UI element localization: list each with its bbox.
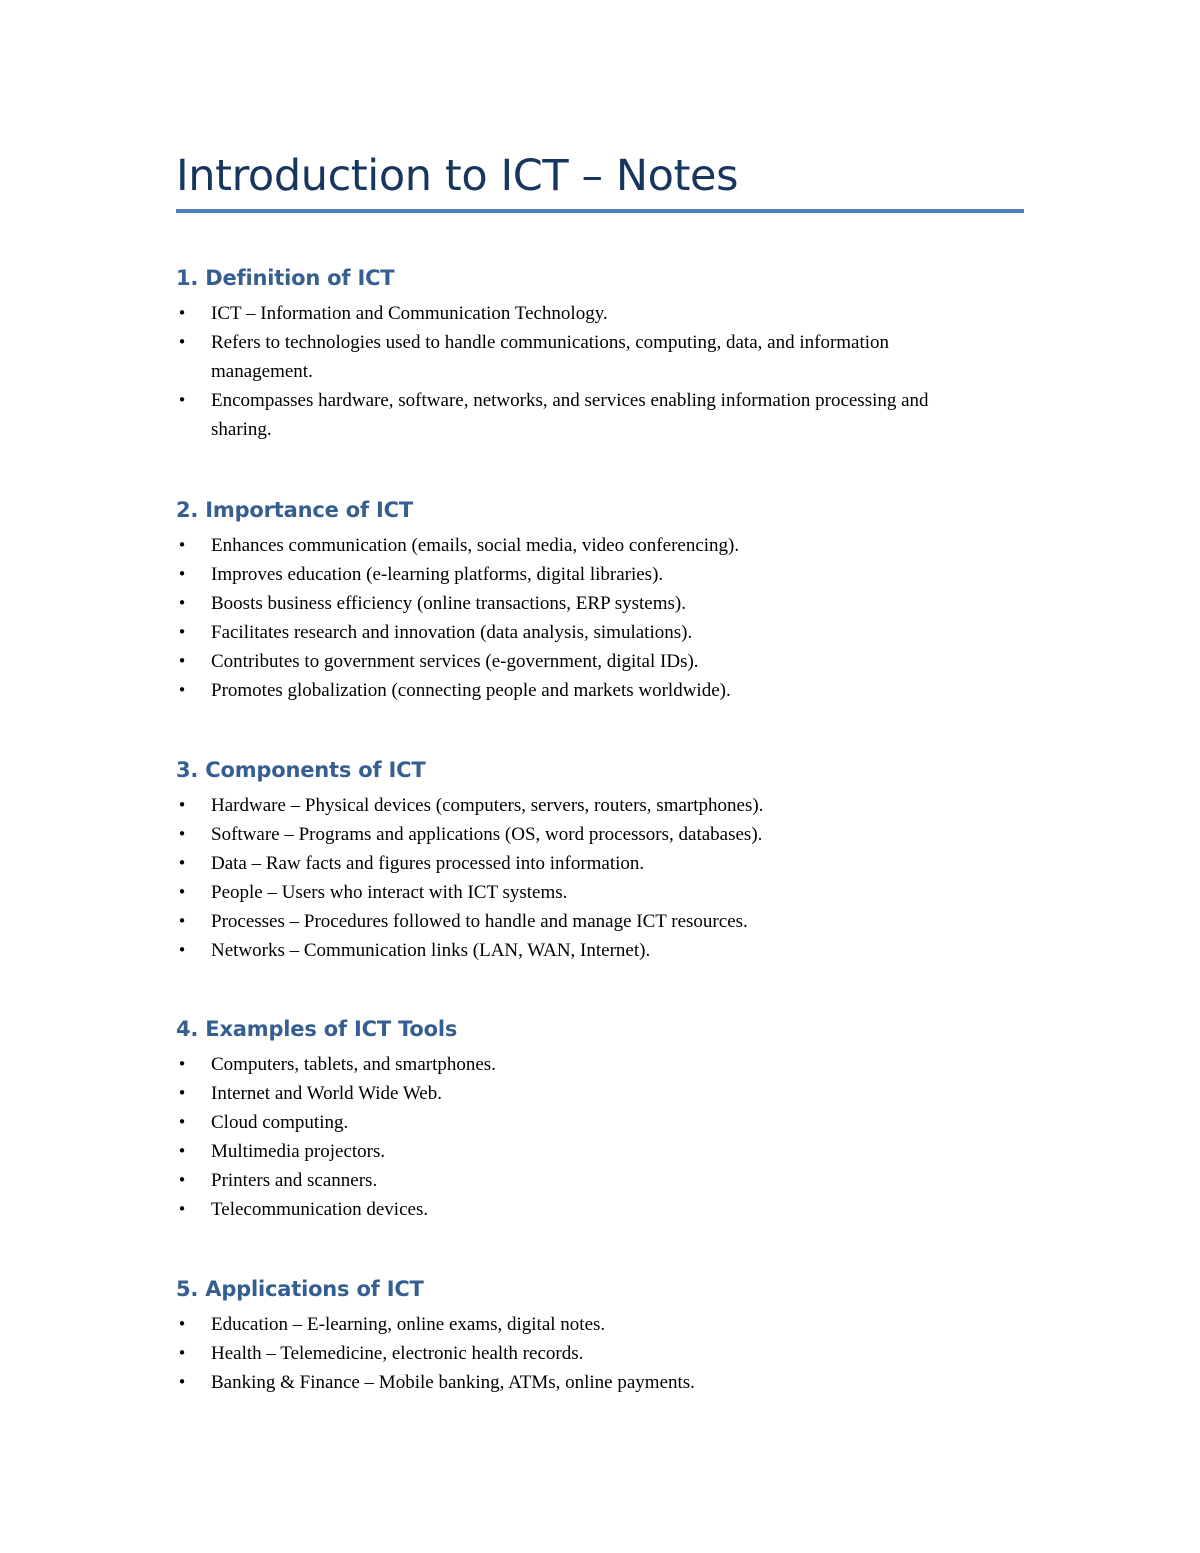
title-underline-rule: [176, 209, 1024, 213]
list-item: [176, 1166, 976, 1195]
bullet-icon: •: [177, 391, 187, 409]
section-heading: 3. Components of ICT: [176, 758, 426, 782]
section-heading: 2. Importance of ICT: [176, 498, 413, 522]
list-item: [176, 849, 976, 878]
bullet-icon: •: [177, 304, 187, 322]
list-item: [176, 1137, 976, 1166]
bullet-icon: •: [177, 333, 187, 351]
list-item-text: Banking & Finance – Mobile banking, ATMs, online payments.: [211, 1372, 695, 1393]
bullet-icon: •: [177, 681, 187, 699]
bullet-icon: •: [177, 796, 187, 814]
bullet-icon: •: [177, 1171, 187, 1189]
bullet-icon: •: [177, 1373, 187, 1391]
bullet-list: [176, 299, 976, 444]
bullet-list: [176, 791, 976, 965]
list-item-text: Refers to technologies used to handle communications, computing, data, and information management.: [211, 332, 890, 382]
list-item-text: Software – Programs and applications (OS, word processors, databases).: [211, 824, 763, 845]
list-item-text: Hardware – Physical devices (computers, servers, routers, smartphones).: [211, 795, 764, 816]
list-item: [176, 328, 976, 386]
list-item-text: Health – Telemedicine, electronic health records.: [211, 1343, 584, 1364]
list-item-text: ICT – Information and Communication Technology.: [211, 303, 608, 324]
list-item-text: Enhances communication (emails, social media, video conferencing).: [211, 535, 740, 556]
list-item: [176, 907, 976, 936]
section-heading: 4. Examples of ICT Tools: [176, 1017, 458, 1041]
list-item-text: Encompasses hardware, software, networks, and services enabling information processing and sharing.: [211, 390, 929, 440]
section-heading: 5. Applications of ICT: [176, 1277, 424, 1301]
list-item: [176, 1079, 976, 1108]
bullet-icon: •: [177, 912, 187, 930]
list-item: [176, 1368, 976, 1397]
section-applications: [176, 1274, 976, 1397]
list-item: [176, 1195, 976, 1224]
list-item-text: Internet and World Wide Web.: [211, 1083, 442, 1104]
section-examples: [176, 1014, 976, 1224]
bullet-icon: •: [177, 652, 187, 670]
bullet-icon: •: [177, 1200, 187, 1218]
list-item: [176, 299, 976, 328]
list-item: [176, 791, 976, 820]
list-item: [176, 1050, 976, 1079]
list-item: [176, 589, 976, 618]
document-title: Introduction to ICT – Notes: [176, 151, 739, 201]
bullet-icon: •: [177, 854, 187, 872]
list-item-text: Promotes globalization (connecting people and markets worldwide).: [211, 680, 731, 701]
bullet-icon: •: [177, 536, 187, 554]
bullet-icon: •: [177, 1315, 187, 1333]
list-item: [176, 1339, 976, 1368]
section-components: [176, 755, 976, 965]
list-item: [176, 878, 976, 907]
list-item: [176, 531, 976, 560]
list-item-text: Facilitates research and innovation (data analysis, simulations).: [211, 622, 693, 643]
bullet-list: [176, 1310, 976, 1397]
list-item-text: Education – E-learning, online exams, digital notes.: [211, 1314, 606, 1335]
list-item: [176, 560, 976, 589]
section-definition: [176, 263, 976, 444]
list-item-text: Computers, tablets, and smartphones.: [211, 1054, 496, 1075]
bullet-icon: •: [177, 594, 187, 612]
bullet-list: [176, 531, 976, 705]
list-item-text: Improves education (e-learning platforms, digital libraries).: [211, 564, 664, 585]
bullet-icon: •: [177, 883, 187, 901]
list-item: [176, 1310, 976, 1339]
list-item-text: Cloud computing.: [211, 1112, 349, 1133]
bullet-icon: •: [177, 1084, 187, 1102]
list-item: [176, 647, 976, 676]
list-item: [176, 676, 976, 705]
list-item-text: Contributes to government services (e-government, digital IDs).: [211, 651, 699, 672]
list-item-text: Data – Raw facts and figures processed into information.: [211, 853, 645, 874]
list-item-text: Multimedia projectors.: [211, 1141, 386, 1162]
section-heading: 1. Definition of ICT: [176, 266, 395, 290]
bullet-icon: •: [177, 565, 187, 583]
bullet-list: [176, 1050, 976, 1224]
list-item: [176, 936, 976, 965]
list-item-text: Networks – Communication links (LAN, WAN, Internet).: [211, 940, 651, 961]
bullet-icon: •: [177, 1055, 187, 1073]
bullet-icon: •: [177, 623, 187, 641]
list-item-text: Processes – Procedures followed to handle and manage ICT resources.: [211, 911, 748, 932]
bullet-icon: •: [177, 825, 187, 843]
list-item: [176, 386, 976, 444]
bullet-icon: •: [177, 1142, 187, 1160]
list-item: [176, 618, 976, 647]
list-item-text: Printers and scanners.: [211, 1170, 378, 1191]
bullet-icon: •: [177, 941, 187, 959]
bullet-icon: •: [177, 1344, 187, 1362]
list-item-text: People – Users who interact with ICT systems.: [211, 882, 568, 903]
list-item: [176, 820, 976, 849]
section-importance: [176, 495, 976, 705]
list-item: [176, 1108, 976, 1137]
list-item-text: Boosts business efficiency (online transactions, ERP systems).: [211, 593, 686, 614]
bullet-icon: •: [177, 1113, 187, 1131]
list-item-text: Telecommunication devices.: [211, 1199, 429, 1220]
